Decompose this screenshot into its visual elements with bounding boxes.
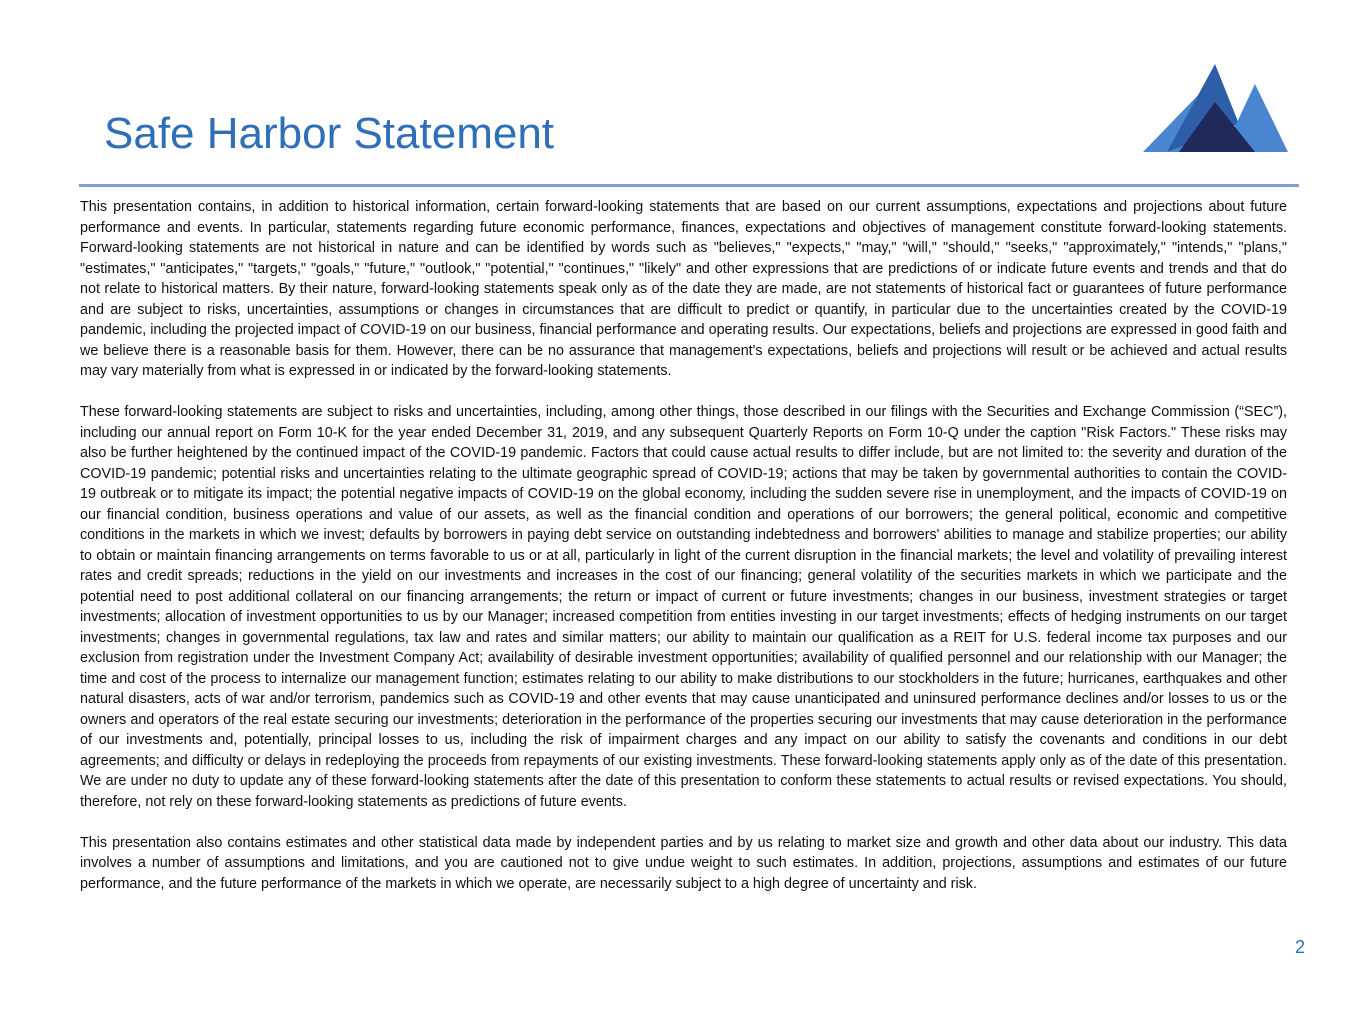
title-divider [79, 184, 1299, 187]
paragraph-risk-factors: These forward-looking statements are subject to risks and uncertainties, including, among other things, those described in our filings with the Securities and Exchange Commission (“SEC”), including our annual report on Form 10-K for the year ended December 31, 2019, and any subsequent Quarterly Reports on Form 10-Q under the caption "Risk Factors." These risks may also be further heightened by the continued impact of the COVID-19 pandemic. Factors that could cause actual results to differ include, but are not limited to: the severity and duration of the COVID-19 pandemic; potential risks and uncertainties relating to the ultimate geographic spread of COVID-19; actions that may be taken by governmental authorities to contain the COVID-19 outbreak or to mitigate its impact; the potential negative impacts of COVID-19 on the global economy, including the sudden severe rise in unemployment, and the impacts of COVID-19 on our financial condition, business operations and value of our assets, as well as the financial condition and operations of our borrowers; the general political, economic and competitive conditions in the markets in which we invest; defaults by borrowers in paying debt service on outstanding indebtedness and borrowers' abilities to manage and stabilize properties; our ability to obtain or maintain financing arrangements on terms favorable to us or at all, particularly in light of the current disruption in the financial markets; the level and volatility of prevailing interest rates and credit spreads; reductions in the yield on our investments and increases in the cost of our financing; general volatility of the securities markets in which we participate and the potential need to post additional collateral on our financing arrangements; the return or impact of current or future investments; changes in our business, investment strategies or target investments; allocation of investment opportunities to us by our Manager; increased competition from entities investing in our target investments; effects of hedging instruments on our target investments; changes in governmental regulations, tax law and rates and similar matters; our ability to maintain our qualification as a REIT for U.S. federal income tax purposes and our exclusion from registration under the Investment Company Act; availability of desirable investment opportunities; availability of qualified personnel and our relationship with our Manager; the time and cost of the process to internalize our management function; estimates relating to our ability to make distributions to our stockholders in the future; hurricanes, earthquakes and other natural disasters, acts of war and/or terrorism, pandemics such as COVID-19 and other events that may cause unanticipated and uninsured performance declines and/or losses to us or the owners and operators of the real estate securing our investments; deterioration in the performance of the properties securing our investments that may cause deterioration in the performance of our investments and, potentially, principal losses to us, including the risk of impairment charges and any impact on our ability to satisfy the covenants and conditions in our debt agreements; and difficulty or delays in redeploying the proceeds from repayments of our existing investments. These forward-looking statements apply only as of the date of this presentation. We are under no duty to update any of these forward-looking statements after the date of this presentation to conform these statements to actual results or revised expectations. You should, therefore, not rely on these forward-looking statements as predictions of future events. [80, 404, 1287, 810]
page-title: Safe Harbor Statement [104, 109, 555, 158]
paragraph-statistical-data: This presentation also contains estimates and other statistical data made by independent parties and by us relating to market size and growth and other data about our industry. This data involves a number of assumptions and limitations, and you are cautioned not to give undue weight to such estimates. In addition, projections, assumptions and estimates of our future performance, and the future performance of the markets in which we operate, are necessarily subject to a high degree of uncertainty and risk. [80, 834, 1287, 892]
mountain-logo-icon [1143, 62, 1288, 154]
page-number: 2 [1294, 937, 1305, 957]
safe-harbor-body [80, 197, 1287, 894]
paragraph-forward-looking: This presentation contains, in addition to historical information, certain forward-looking statements that are based on our current assumptions, expectations and projections about future performance and events. In particular, statements regarding future economic performance, finances, expectations and objectives of management constitute forward-looking statements. Forward-looking statements are not historical in nature and can be identified by words such as "believes," "expects," "may," "will," "should," "seeks," "approximately," "intends," "plans," "estimates," "anticipates," "targets," "goals," "future," "outlook," "potential," "continues," "likely" and other expressions that are predictions of or indicate future events and trends and that do not relate to historical matters. By their nature, forward-looking statements speak only as of the date they are made, are not statements of historical fact or guarantees of future performance and are subject to risks, uncertainties, assumptions or changes in circumstances that are difficult to predict or quantify, in particular due to the uncertainties created by the COVID-19 pandemic, including the projected impact of COVID-19 on our business, financial performance and operating results. Our expectations, beliefs and projections are expressed in good faith and we believe there is a reasonable basis for them. However, there can be no assurance that management's expectations, beliefs and projections will result or be achieved and actual results may vary materially from what is expressed in or indicated by the forward-looking statements. [80, 199, 1287, 379]
